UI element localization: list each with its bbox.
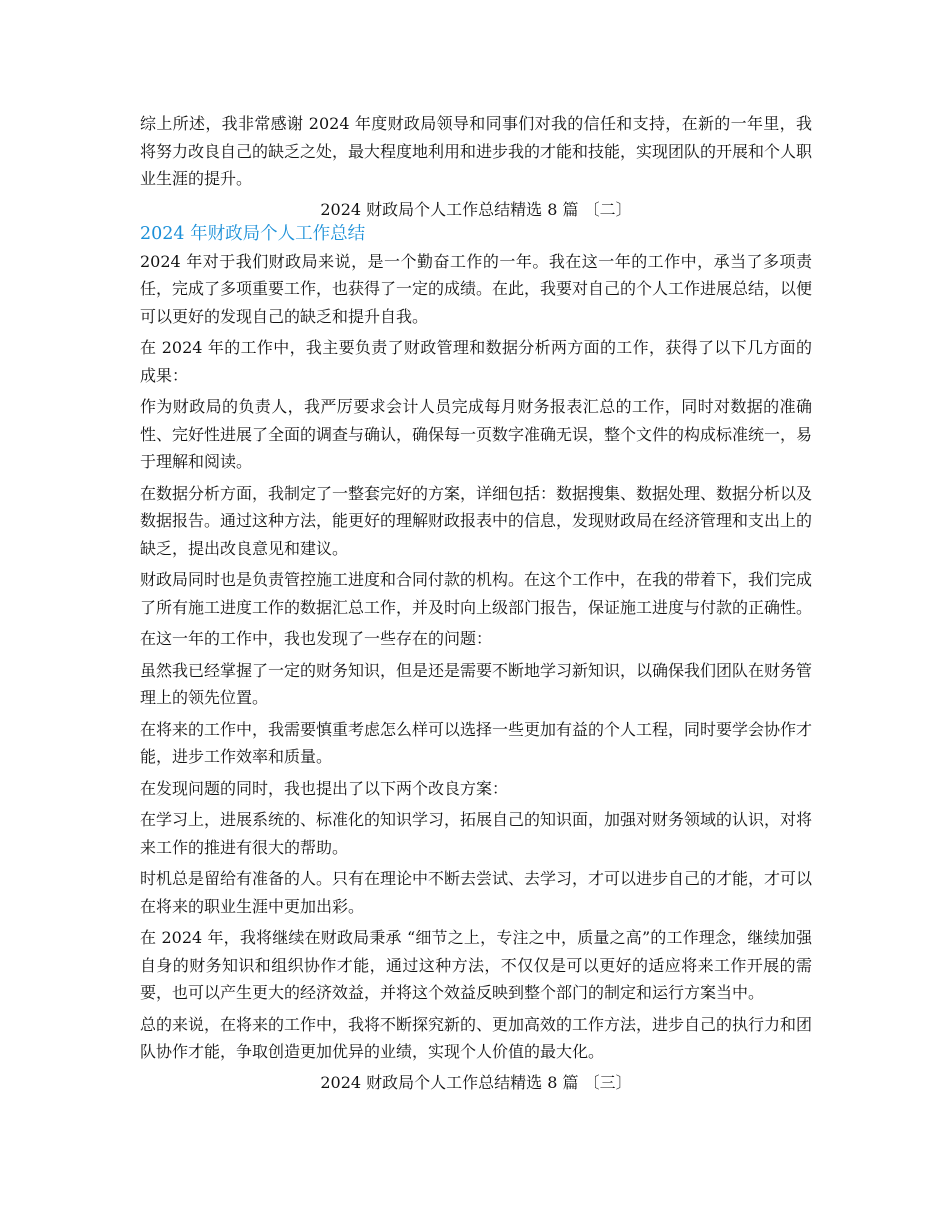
body-paragraph: 在 2024 年的工作中，我主要负责了财政管理和数据分析两方面的工作，获得了以下几方面的成果： — [140, 338, 812, 385]
body-paragraph: 时机总是留给有准备的人。只有在理论中不断去尝试、去学习，才可以进步自己的才能，才可以在将来的职业生涯中更加出彩。 — [140, 869, 813, 916]
body-paragraph: 在学习上，进展系统的、标准化的知识学习，拓展自己的知识面，加强对财务领域的认识，对将来工作的推进有很大的帮助。 — [140, 810, 813, 857]
body-paragraph: 2024 年对于我们财政局来说，是一个勤奋工作的一年。我在这一年的工作中，承当了多项责任，完成了多项重要工作，也获得了一定的成绩。在此，我要对自己的个人工作进展总结，以便可以更好的发现自己的缺乏和提升自我。 — [140, 251, 813, 326]
body-paragraph: 在这一年的工作中，我也发现了一些存在的问题： — [140, 629, 493, 648]
body-paragraph: 在 2024 年，我将继续在财政局秉承 “细节之上，专注之中，质量之高”的工作理念，继续加强自身的财务知识和组织协作才能，通过这种方法，不仅仅是可以更好的适应将来工作开展的需要，也可以产生更大的经济效益，并将这个效益反映到整个部门的制定和运行方案当中。 — [140, 928, 812, 1002]
section-two-title: 2024 财政局个人工作总结精选 8 篇 〔二〕 — [320, 199, 632, 219]
body-paragraph: 总的来说，在将来的工作中，我将不断探究新的、更加高效的工作方法，进步自己的执行力和团队协作才能，争取创造更加优异的业绩，实现个人价值的最大化。 — [140, 1014, 813, 1061]
article-heading: 2024 年财政局个人工作总结 — [140, 223, 366, 244]
body-paragraph: 财政局同时也是负责管控施工进度和合同付款的机构。在这个工作中，在我的带着下，我们完成了所有施工进度工作的数据汇总工作，并及时向上级部门报告，保证施工进度与付款的正确性。 — [140, 570, 813, 617]
body-paragraph: 作为财政局的负责人，我严厉要求会计人员完成每月财务报表汇总的工作，同时对数据的准确性、完好性进展了全面的调查与确认，确保每一页数字准确无误，整个文件的构成标准统一，易于理解和阅读。 — [140, 397, 813, 471]
body-paragraph: 虽然我已经掌握了一定的财务知识，但是还是需要不断地学习新知识，以确保我们团队在财务管理上的领先位置。 — [140, 660, 813, 707]
document-body — [140, 110, 812, 1095]
section-three-title: 2024 财政局个人工作总结精选 8 篇 〔三〕 — [320, 1072, 632, 1092]
body-paragraph: 在发现问题的同时，我也提出了以下两个改良方案： — [140, 778, 509, 798]
intro-paragraph: 综上所述，我非常感谢 2024 年度财政局领导和同事们对我的信任和支持，在新的一年里，我将努力改良自己的缺乏之处，最大程度地利用和进步我的才能和技能，实现团队的开展和个人职业生涯的提升。 — [140, 114, 813, 188]
body-paragraph: 在将来的工作中，我需要慎重考虑怎么样可以选择一些更加有益的个人工程，同时要学会协作才能，进步工作效率和质量。 — [140, 719, 813, 766]
paragraph-list — [140, 248, 812, 1066]
body-paragraph: 在数据分析方面，我制定了一整套完好的方案，详细包括：数据搜集、数据处理、数据分析以及数据报告。通过这种方法，能更好的理解财政报表中的信息，发现财政局在经济管理和支出上的缺乏，提出改良意见和建议。 — [140, 483, 813, 558]
